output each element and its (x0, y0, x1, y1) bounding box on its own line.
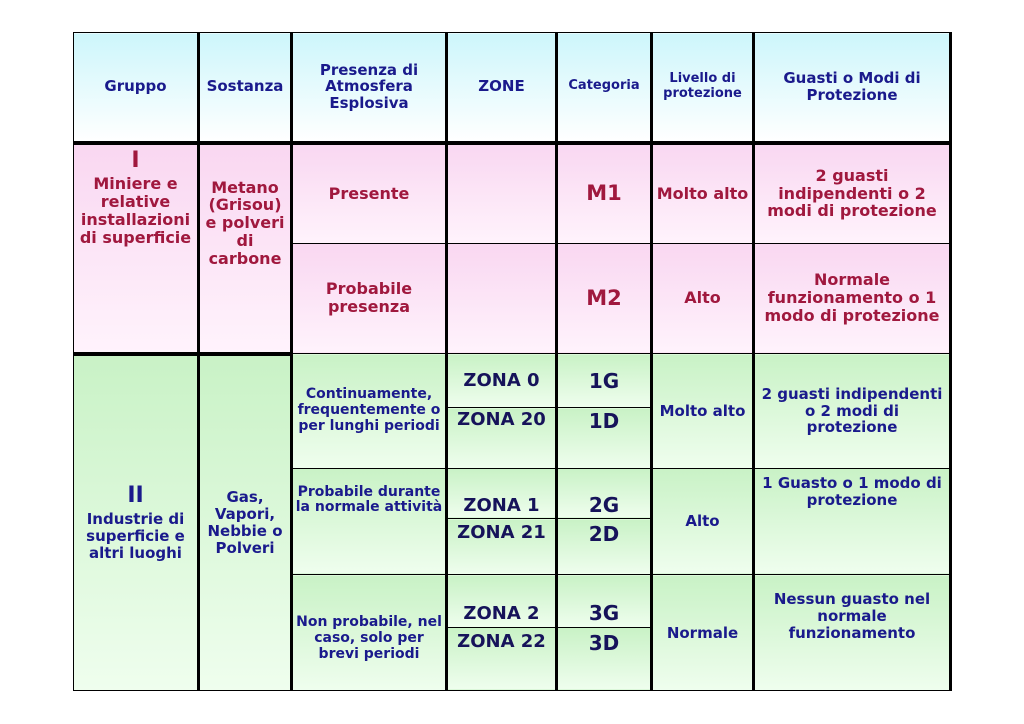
group2-guasti-1: 2 guasti indipendenti o 2 modi di protezione (754, 354, 951, 469)
group2-sostanza: Gas, Vapori, Nebbie o Polveri (199, 354, 292, 691)
header-row (74, 33, 951, 143)
group1-sostanza: Metano (Grisou) e polveri di carbone (199, 143, 292, 354)
group1-guasti-2: Normale funzionamento o 1 modo di protezione (754, 243, 951, 354)
group2-description: Industrie di superficie e altri luoghi (86, 509, 185, 562)
group1-row-1 (74, 143, 951, 244)
header-categoria: Categoria (557, 33, 652, 143)
group2-number: II (127, 483, 144, 509)
group1-cell (74, 143, 199, 354)
group2-cell (74, 354, 199, 691)
group2-cat-1g: 1G (557, 354, 652, 408)
group1-guasti-1: 2 guasti indipendenti o 2 modi di protezione (754, 143, 951, 244)
group1-zone-1 (447, 143, 557, 244)
group2-zone-21: ZONA 21 (447, 519, 557, 575)
group1-description: Miniere e relative installazioni di superficie (79, 174, 192, 247)
header-guasti: Guasti o Modi di Protezione (754, 33, 951, 143)
header-presenza: Presenza di Atmosfera Esplosiva (292, 33, 447, 143)
group2-cat-3g: 3G (557, 575, 652, 627)
group2-cat-3d: 3D (557, 627, 652, 690)
group1-livello-1: Molto alto (652, 143, 754, 244)
group2-zone-0: ZONA 0 (447, 354, 557, 408)
group1-categoria-2: M2 (557, 243, 652, 354)
group2-cat-1d: 1D (557, 408, 652, 468)
group1-presenza-1: Presente (292, 143, 447, 244)
header-livello: Livello di protezione (652, 33, 754, 143)
group1-number: I (131, 147, 140, 173)
group2-cat-2d: 2D (557, 519, 652, 575)
group2-guasti-2: 1 Guasto o 1 modo di protezione (754, 468, 951, 575)
group2-zone-1: ZONA 1 (447, 468, 557, 518)
group2-presenza-2: Probabile durante la normale attività (292, 468, 447, 575)
group2-zone-2: ZONA 2 (447, 575, 557, 627)
group2-livello-1: Molto alto (652, 354, 754, 469)
atex-classification-table (73, 32, 952, 691)
group2-guasti-3: Nessun guasto nel normale funzionamento (754, 575, 951, 691)
group2-presenza-3: Non probabile, nel caso, solo per brevi periodi (292, 575, 447, 691)
group1-zone-2 (447, 243, 557, 354)
header-zone: ZONE (447, 33, 557, 143)
group2-zone-20: ZONA 20 (447, 408, 557, 468)
header-sostanza: Sostanza (199, 33, 292, 143)
group1-livello-2: Alto (652, 243, 754, 354)
group2-livello-2: Alto (652, 468, 754, 575)
group2-zone-22: ZONA 22 (447, 627, 557, 690)
group1-presenza-2: Probabile presenza (292, 243, 447, 354)
group2-cat-2g: 2G (557, 468, 652, 518)
group1-categoria-1: M1 (557, 143, 652, 244)
group2-row-1a (74, 354, 951, 408)
group2-presenza-1: Continuamente, frequentemente o per lunghi periodi (292, 354, 447, 469)
header-gruppo: Gruppo (74, 33, 199, 143)
group2-livello-3: Normale (652, 575, 754, 691)
